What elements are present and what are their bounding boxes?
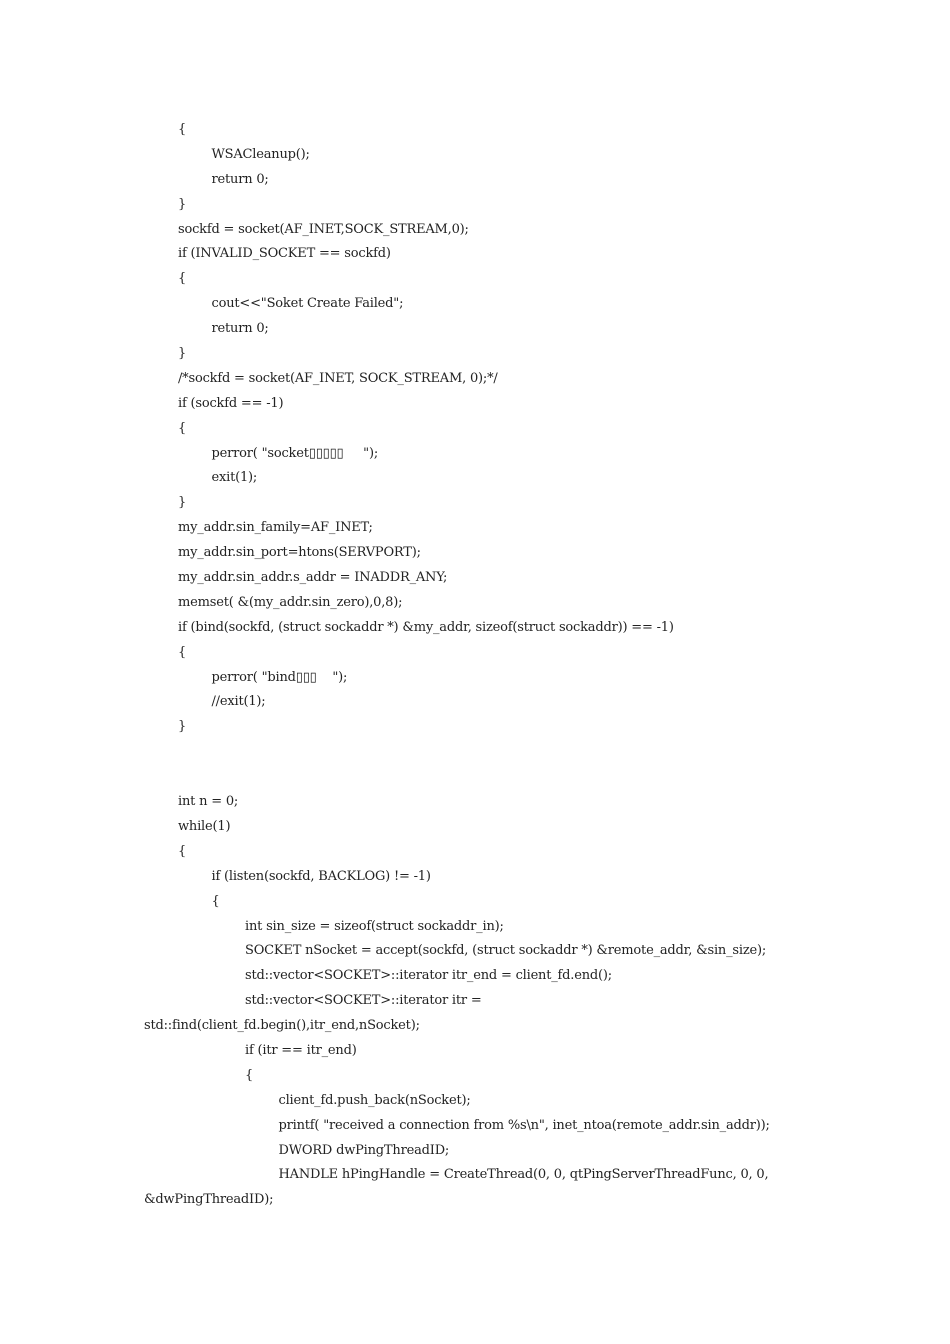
code-line: if (itr == itr_end)	[245, 1042, 357, 1058]
code-line: exit(1);	[211, 470, 258, 486]
code-line: return 0;	[211, 171, 269, 187]
code-line: {	[178, 843, 187, 859]
code-line: }	[178, 719, 187, 735]
code-line: //exit(1);	[211, 694, 266, 710]
code-line: perror( "bind▯▯▯ ");	[211, 669, 348, 685]
code-line: }	[178, 196, 187, 212]
code-line: if (INVALID_SOCKET == sockfd)	[178, 246, 391, 262]
code-block	[144, 118, 844, 1213]
code-line: int n = 0;	[178, 794, 239, 810]
code-line: std::vector<SOCKET>::iterator itr =	[245, 993, 482, 1009]
code-line: if (sockfd == -1)	[178, 395, 284, 411]
code-line: SOCKET nSocket = accept(sockfd, (struct sockaddr *) &remote_addr, &sin_size);	[245, 943, 767, 959]
code-line: {	[178, 271, 187, 287]
code-line: if (listen(sockfd, BACKLOG) != -1)	[211, 868, 431, 884]
code-line	[144, 765, 844, 790]
code-line: std::vector<SOCKET>::iterator itr_end = client_fd.end();	[245, 968, 612, 984]
code-line: memset( &(my_addr.sin_zero),0,8);	[178, 594, 403, 610]
code-line: DWORD dwPingThreadID;	[278, 1142, 450, 1158]
code-line: while(1)	[178, 818, 231, 834]
code-line: printf( "received a connection from %s\n", inet_ntoa(remote_addr.sin_addr));	[278, 1117, 770, 1133]
code-line: cout<<"Soket Create Failed";	[211, 296, 404, 312]
code-line: client_fd.push_back(nSocket);	[278, 1092, 471, 1108]
code-line: my_addr.sin_port=htons(SERVPORT);	[178, 545, 421, 561]
code-line: return 0;	[211, 321, 269, 337]
code-line: {	[178, 420, 187, 436]
code-line: {	[245, 1067, 254, 1083]
code-line: /*sockfd = socket(AF_INET, SOCK_STREAM, 0);*/	[178, 370, 498, 386]
code-line: &dwPingThreadID);	[144, 1192, 274, 1208]
code-line: {	[178, 644, 187, 660]
code-line: sockfd = socket(AF_INET,SOCK_STREAM,0);	[178, 221, 469, 237]
code-line: {	[211, 893, 220, 909]
code-line: HANDLE hPingHandle = CreateThread(0, 0, qtPingServerThreadFunc, 0, 0,	[278, 1167, 769, 1183]
code-line: std::find(client_fd.begin(),itr_end,nSocket);	[144, 1018, 420, 1034]
code-line: }	[178, 495, 187, 511]
code-line: int sin_size = sizeof(struct sockaddr_in);	[245, 918, 504, 934]
code-line: my_addr.sin_addr.s_addr = INADDR_ANY;	[178, 570, 448, 586]
code-line: my_addr.sin_family=AF_INET;	[178, 520, 373, 536]
code-line: WSACleanup();	[211, 146, 310, 162]
code-line: }	[178, 346, 187, 362]
code-line	[144, 740, 844, 765]
code-line: perror( "socket▯▯▯▯▯ ");	[211, 445, 379, 461]
code-line: {	[178, 122, 187, 137]
code-line: if (bind(sockfd, (struct sockaddr *) &my_addr, sizeof(struct sockaddr)) == -1)	[178, 619, 674, 635]
